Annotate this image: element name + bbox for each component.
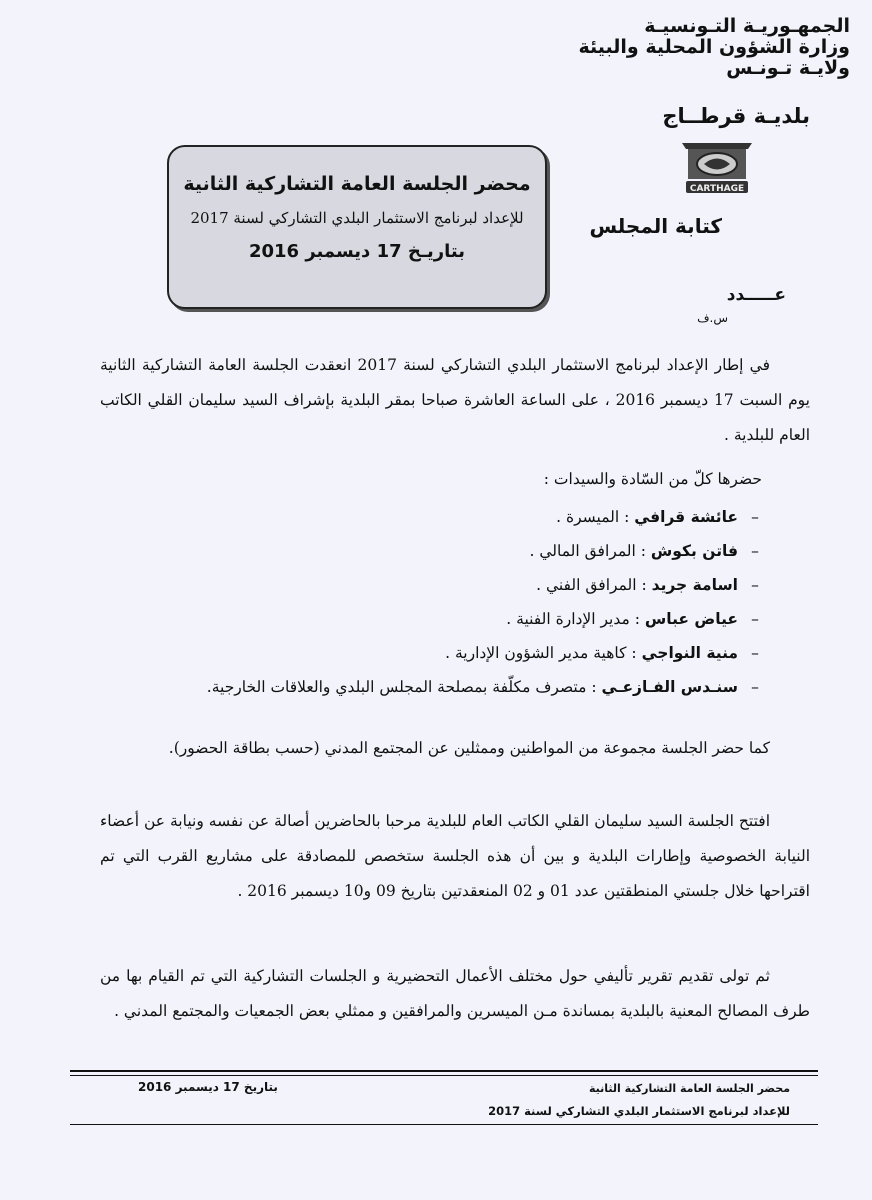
opening-paragraph bbox=[100, 804, 810, 909]
civil-society-paragraph-text: كما حضر الجلسة مجموعة من المواطنين وممثلين عن المجتمع المدني (حسب بطاقة الحضور). bbox=[168, 739, 770, 757]
country-name: الجمهـوريـة التـونسيـة bbox=[644, 15, 850, 37]
footer-date: بتاريخ 17 ديسمبر 2016 bbox=[138, 1080, 278, 1094]
report-paragraph bbox=[100, 959, 810, 1029]
attendee-role: : المرافق الفني . bbox=[536, 576, 647, 594]
footer-title: محضر الجلسة العامة التشاركية الثانية bbox=[588, 1082, 790, 1095]
footer-divider bbox=[70, 1070, 818, 1072]
attendees-intro: حضرها كلّ من السّادة والسيدات : bbox=[543, 470, 762, 488]
intro-paragraph-text: في إطار الإعداد لبرنامج الاستثمار البلدي التشاركي لسنة 2017 انعقدت الجلسة العامة التشاركية الثانية يوم السبت 17 ديسمبر 2016 ، على الساعة العاشرة صباحا بمقر البلدية بإشراف السيد سليمان القلي الكاتب العام للبلدية . bbox=[100, 356, 810, 444]
reference-initials: س.ف bbox=[697, 311, 728, 325]
municipality-name: بلديـة قرطــاج bbox=[662, 104, 810, 128]
carthage-logo bbox=[674, 135, 760, 197]
list-item: –فاتن بكوش : المرافق المالي . bbox=[529, 542, 759, 560]
reference-number-label: عـــــدد bbox=[726, 285, 786, 305]
attendee-role: : مدير الإدارة الفنية . bbox=[506, 610, 640, 628]
governorate-name: ولايـة تـونـس bbox=[726, 57, 850, 79]
footer-divider bbox=[70, 1075, 818, 1076]
attendee-name: سنـدس الفـازعـي bbox=[601, 678, 738, 696]
attendee-name: عائشة قرافي bbox=[634, 508, 738, 526]
list-item: –عائشة قرافي : الميسرة . bbox=[556, 508, 759, 526]
footer-divider bbox=[70, 1124, 818, 1125]
attendee-name: اسامة جريد bbox=[651, 576, 738, 594]
attendee-name: عياض عباس bbox=[644, 610, 738, 628]
document-subtitle: للإعداد لبرنامج الاستثمار البلدي التشاركي لسنة 2017 bbox=[190, 209, 524, 227]
list-item: –منية النواجي : كاهية مدير الشؤون الإدارية . bbox=[445, 644, 759, 662]
logo-text: CARTHAGE bbox=[689, 184, 745, 194]
attendee-role: : متصرف مكلّفة بمصلحة المجلس البلدي والعلاقات الخارجية. bbox=[206, 678, 597, 696]
attendee-name: منية النواجي bbox=[641, 644, 738, 662]
document-date: بتاريـخ 17 ديسمبر 2016 bbox=[248, 241, 466, 262]
list-item: –سنـدس الفـازعـي : متصرف مكلّفة بمصلحة المجلس البلدي والعلاقات الخارجية. bbox=[206, 678, 759, 696]
attendee-role: : المرافق المالي . bbox=[529, 542, 646, 560]
list-item: –اسامة جريد : المرافق الفني . bbox=[536, 576, 759, 594]
attendee-name: فاتن بكوش bbox=[650, 542, 738, 560]
title-box bbox=[167, 145, 547, 309]
ministry-name: وزارة الشؤون المحلية والبيئة bbox=[578, 36, 850, 58]
attendees-list bbox=[92, 500, 772, 704]
footer-subtitle: للإعداد لبرنامج الاستثمار البلدي التشاركي لسنة 2017 bbox=[488, 1104, 790, 1118]
department-name: كتابة المجلس bbox=[589, 214, 722, 238]
intro-paragraph bbox=[100, 348, 810, 453]
document-title: محضر الجلسة العامة التشاركية الثانية bbox=[183, 173, 531, 195]
opening-paragraph-text: افتتح الجلسة السيد سليمان القلي الكاتب العام للبلدية مرحبا بالحاضرين أصالة عن نفسه ونيابة عن أعضاء النيابة الخصوصية وإطارات البلدية و بين أن هذه الجلسة ستخصص للمصادقة على مشاريع القرب التي تم اقتراحها خلال جلستي المنطقتين عدد 01 و 02 المنعقدتين بتاريخ 09 و10 ديسمبر 2016 . bbox=[100, 812, 810, 900]
letterhead bbox=[550, 16, 850, 79]
report-paragraph-text: ثم تولى تقديم تقرير تأليفي حول مختلف الأعمال التحضيرية و الجلسات التشاركية التي تم القيام بها من طرف المصالح المعنية بالبلدية بمساندة مـن الميسرين والمرافقين و ممثلي بعض الجمعيات والمجتمع المدني . bbox=[100, 967, 810, 1020]
attendee-role: : كاهية مدير الشؤون الإدارية . bbox=[445, 644, 637, 662]
list-item: –عياض عباس : مدير الإدارة الفنية . bbox=[506, 610, 759, 628]
civil-society-paragraph bbox=[100, 731, 810, 766]
carthage-emblem-icon bbox=[674, 135, 760, 197]
attendee-role: : الميسرة . bbox=[556, 508, 630, 526]
